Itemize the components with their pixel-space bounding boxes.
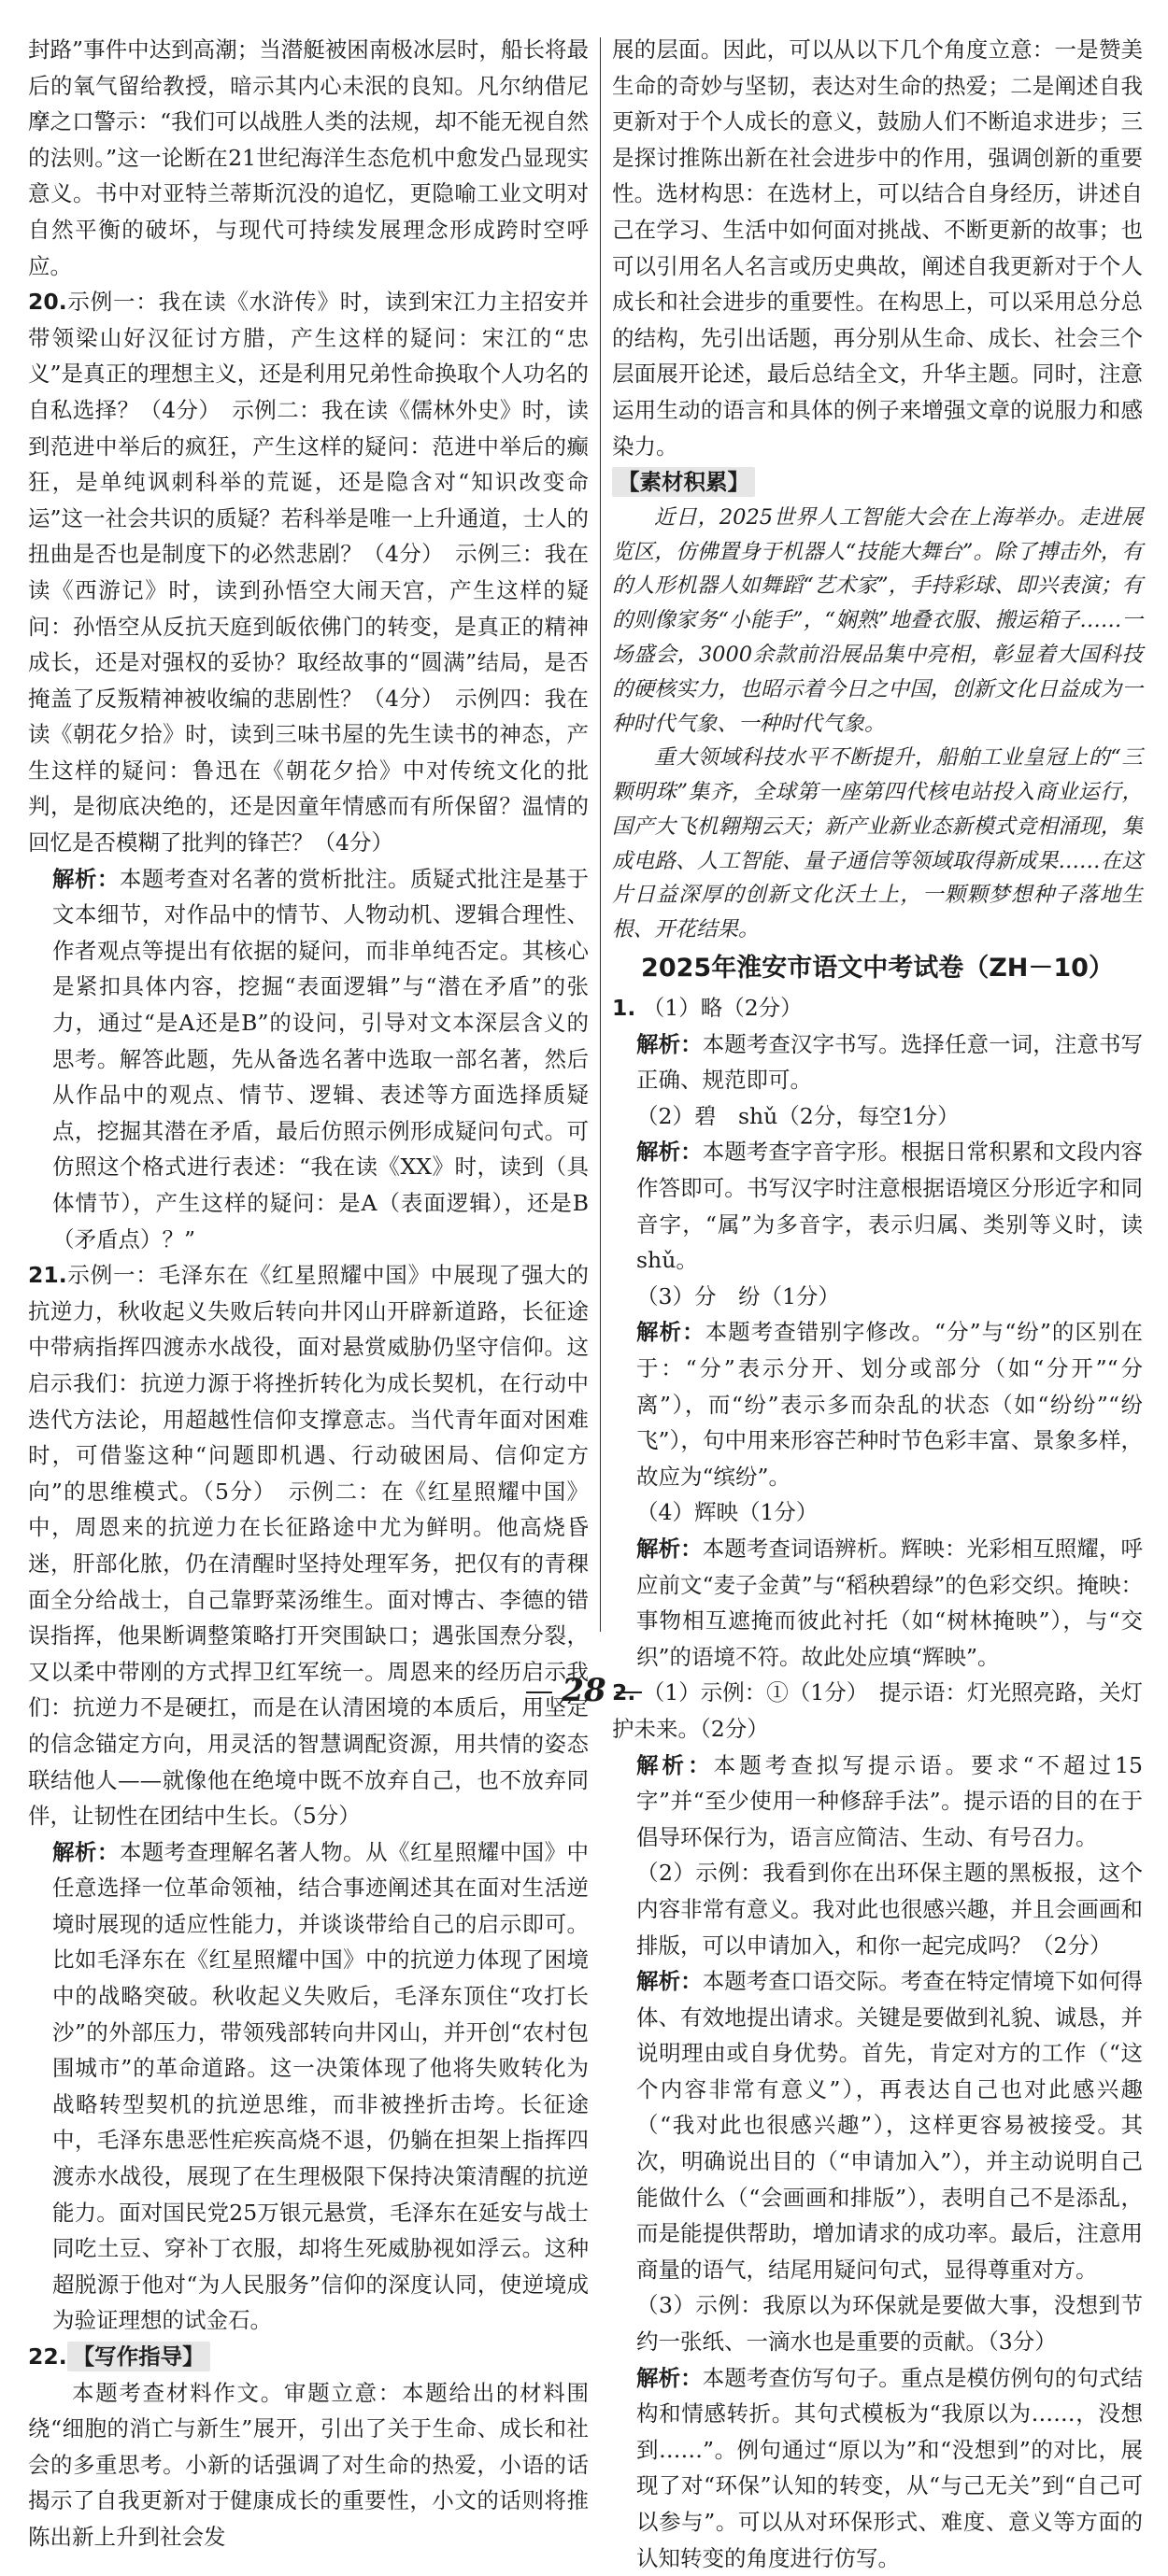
writing-guide-tag: 【写作指导】 [67,2342,210,2371]
analysis-2-2 [612,1963,1143,2287]
material-paragraph-2: 重大领域科技水平不断提升，船舶工业皇冠上的“三颗明珠”集齐，全球第一座第四代核电站投入商业运行，国产大飞机翱翔云天；新产业新业态新模式竞相涌现，集成电路、人工智能、量子通信等领域取得新成果……在这片日益深厚的创新文化沃土上，一颗颗梦想种子落地生根、开花结果。 [612,745,1143,942]
writing-guide-text: 本题考查材料作文。审题立意：本题给出的材料围绕“细胞的消亡与新生”展开，引出了关于生命、成长和社会的多重思考。小新的话强调了对生命的热爱，小语的话揭示了自我更新对于健康成长的重要性，小文的话则将推陈出新上升到社会发 [28,2379,589,2550]
question-20 [28,284,589,861]
question-1-1 [612,990,1143,1026]
question-22 [28,2339,589,2375]
analysis-text: 本题考查汉字书写。选择任意一词，注意书写正确、规范即可。 [636,1030,1144,1094]
question-number: 2. [612,1679,636,1706]
question-number: 22. [28,2343,67,2370]
analysis-label: 解析： [636,1030,703,1057]
analysis-text: 本题考查口语交际。考查在特定情境下如何得体、有效地提出请求。关键是要做到礼貌、诚恳，并说明理由或自身优势。首先，肯定对方的工作（“这个内容非常有意义”），再表达自己也对此感兴趣（“我对此也很感兴趣”），这样更容易被接受。其次，明确说出目的（“申请加入”），并主动说明自己能做什么（“会画画和排版”），表明自己不是添乱，而是能提供帮助，增加请求的成功率。最后，注意用商量的语气，结尾用疑问句式，显得尊重对方。 [636,1968,1144,2283]
essay-continuation: 封路”事件中达到高潮；当潜艇被困南极冰层时，船长将最后的氧气留给教授，暗示其内心未泯的良知。凡尔纳借尼摩之口警示：“我们可以战胜人类的法规，却不能无视自然的法则。”这一论断在21世纪海洋生态危机中愈发凸显现实意义。书中对亚特兰蒂斯沉没的追忆，更隐喻工业文明对自然平衡的破坏，与现代可持续发展理念形成跨时空呼应。 [28,36,589,279]
analysis-text: 本题考查对名著的赏析批注。质疑式批注是基于文本细节，对作品中的情节、人物动机、逻辑合理性、作者观点等提出有依据的疑问，而非单纯否定。其核心是紧扣具体内容，挖掘“表面逻辑”与“潜在矛盾”的张力，通过“是A还是B”的设问，引导对文本深层含义的思考。解答此题，先从备选名著中选取一部名著，然后从作品中的观点、情节、逻辑、表述等方面选择质疑点，挖掘其潜在矛盾，最后仿照示例形成疑问句式。可仿照这个格式进行表述：“我在读《XX》时，读到（具体情节），产生这样的疑问：是A（表面逻辑），还是B（矛盾点）？” [52,865,590,1253]
material-paragraph-1: 近日，2025世界人工智能大会在上海举办。走进展览区，仿佛置身于机器人“技能大舞台”。除了搏击外，有的人形机器人如舞蹈“艺术家”，手持彩球、即兴表演；有的则像家务“小能手”，“娴熟”地叠衣服、搬运箱子……一场盛会，3000余款前沿展品集中亮相，彰显着大国科技的硬核实力，也昭示着今日之中国，创新文化日益成为一种时代气象、一种时代气象。 [612,504,1143,736]
footer-dash-left [526,1691,552,1693]
analysis-1-2 [612,1134,1143,1278]
analysis-label: 解析： [52,1838,120,1865]
answer-text: 示例一：我在读《水浒传》时，读到宋江力主招安并带领梁山好汉征讨方腊，产生这样的疑问：宋江的“忠义”是真正的理想主义，还是利用兄弟性命换取个人功名的自私选择？（4分） 示例二：我在读《儒林外史》时，读到范进中举后的疯狂，产生这样的疑问：范进中举后的癫狂，是单纯讽刺科举的荒诞，还是隐含对“知识改变命运”这一社会共识的质疑？若科举是唯一上升通道，士人的扭曲是否也是制度下的必然悲剧？（4分） 示例三：我在读《西游记》时，读到孙悟空大闹天宫，产生这样的疑问：孙悟空从反抗天庭到皈依佛门的转变，是真正的精神成长，还是对强权的妥协？取经故事的“圆满”结局，是否掩盖了反叛精神被收编的悲剧性？（4分） 示例四：我在读《朝花夕拾》时，读到三味书屋的先生读书的神态，产生这样的疑问：鲁迅在《朝花夕拾》中对传统文化的批判，是彻底决绝的，还是因童年情感而有所保留？温情的回忆是否模糊了批判的锋芒？（4分） [28,289,589,856]
right-column [612,32,1144,2571]
analysis-text: 本题考查字音字形。根据日常积累和文段内容作答即可。书写汉字时注意根据语境区分形近字和同音字，“属”为多音字，表示归属、类别等义时，读shǔ。 [636,1139,1144,1274]
question-2-3: （3）示例：我原以为环保就是要做大事，没想到节约一张纸、一滴水也是重要的贡献。（3分） [636,2292,1143,2356]
answer-text: （1）略（2分） [642,995,803,1022]
analysis-text: 本题考查词语辨析。辉映：光彩相互照耀，呼应前文“麦子金黄”与“稻秧碧绿”的色彩交织。掩映：事物相互遮掩而彼此衬托（如“树林掩映”），与“交织”的语境不符。故此处应填“辉映”。 [636,1535,1144,1670]
analysis-1-1 [612,1026,1143,1098]
analysis-label: 解析： [636,1139,703,1166]
writing-guide-continuation: 展的层面。因此，可以从以下几个角度立意：一是赞美生命的奇妙与坚韧，表达对生命的热爱；二是阐述自我更新对于个人成长的意义，鼓励人们不断追求进步；三是探讨推陈出新在社会进步中的作用，强调创新的重要性。选材构思：在选材上，可以结合自身经历，讲述自己在学习、生活中如何面对挑战、不断更新的故事；也可以引用名人名言或历史典故，阐述自我更新对于个人成长和社会进步的重要性。在构思上，可以采用总分总的结构，先引出话题，再分别从生命、成长、社会三个层面展开论述，最后总结全文，升华主题。同时，注意运用生动的语言和具体的例子来增强文章的说服力和感染力。 [612,36,1143,460]
question-21 [28,1257,589,1834]
analysis-label: 解析： [636,1751,714,1778]
footer-dash-right [616,1691,642,1693]
analysis-text: 本题考查仿写句子。重点是模仿例句的句式结构和情感转折。其句式模板为“我原以为……，没想到……”。例句通过“原以为”和“没想到”的对比，展现了对“环保”认知的转变，从“与己无关”到“自己可以参与”。可以从对环保形式、难度、意义等方面的认知转变的角度进行仿写。 [636,2364,1144,2571]
analysis-text: 本题考查错别字修改。“分”与“纷”的区别在于：“分”表示分开、划分或部分（如“分开”“分离”），而“纷”表示多而杂乱的状态（如“纷纷”“纷飞”），句中用来形容芒种时节色彩丰富、景象多样，故应为“缤纷”。 [636,1319,1143,1490]
question-2-2: （2）示例：我看到你在出环保主题的黑板报，这个内容非常有意义。我对此也很感兴趣，并且会画画和排版，可以申请加入，和你一起完成吗？（2分） [636,1860,1143,1959]
answer-text: （1）示例：①（1分） 提示语：灯光照亮路，关灯护未来。（2分） [612,1679,1143,1742]
exam-section-title: 2025年淮安市语文中考试卷（ZH－10） [641,954,1114,984]
analysis-label: 解析： [636,1319,705,1346]
column-divider [600,37,601,1632]
analysis-label: 解析： [636,1968,703,1995]
page-footer [0,1672,1168,1709]
analysis-label: 解析： [52,865,120,892]
question-1-3: （3）分 纷（1分） [636,1282,840,1309]
analysis-text: 本题考查拟写提示语。要求“不超过15字”并“至少使用一种修辞手法”。提示语的目的在于倡导环保行为，语言应简洁、生动、有号召力。 [636,1751,1143,1850]
question-1-2: （2）碧 shǔ（2分，每空1分） [636,1102,960,1129]
analysis-2-1 [612,1748,1143,1856]
answer-text: 示例一：毛泽东在《红星照耀中国》中展现了强大的抗逆力，秋收起义失败后转向井冈山开辟新道路，长征途中带病指挥四渡赤水战役，面对悬赏威胁仍坚守信仰。这启示我们：抗逆力源于将挫折转化为成长契机，在行动中迭代方法论，用超越性信仰支撑意志。当代青年面对困难时，可借鉴这种“问题即机遇、行动破困局、信仰定方向”的思维模式。（5分） 示例二：在《红星照耀中国》中，周恩来的抗逆力在长征路途中尤为鲜明。他高烧昏迷，肝部化脓，仍在清醒时坚持处理军务，把仅有的青稞面全分给战士，自己靠野菜汤维生。面对博古、李德的错误指挥，他果断调整策略打开突围缺口；遇张国焘分裂，又以柔中带刚的方式捍卫红军统一。周恩来的经历启示我们：抗逆力不是硬扛，而是在认清困境的本质后，用坚定的信念锚定方向，用灵活的智慧调配资源，用共情的姿态联结他人——就像他在绝境中既不放弃自己，也不放弃同伴，让韧性在团结中生长。（5分） [28,1262,589,1830]
material-header [612,464,1143,501]
material-tag: 【素材积累】 [612,467,755,497]
analysis-21 [28,1834,589,2339]
analysis-label: 解析： [636,1535,703,1562]
analysis-1-4 [612,1531,1143,1675]
question-1-4: （4）辉映（1分） [636,1499,819,1526]
question-number: 1. [612,995,636,1022]
question-number: 21. [28,1262,67,1289]
analysis-2-3 [612,2360,1143,2576]
analysis-20 [28,861,589,1258]
analysis-label: 解析： [636,2364,703,2391]
page-number: 28 [562,1672,606,1709]
analysis-text: 本题考查理解名著人物。从《红星照耀中国》中任意选择一位革命领袖，结合事迹阐述其在面对生活逆境时展现的适应性能力，并谈谈带给自己的启示即可。比如毛泽东在《红星照耀中国》中的抗逆力体现了困境中的战略突破。秋收起义失败后，毛泽东顶住“攻打长沙”的外部压力，带领残部转向井冈山，并开创“农村包围城市”的革命道路。这一决策体现了他将失败转化为战略转型契机的抗逆思维，而非被挫折击垮。长征途中，毛泽东患恶性疟疾高烧不退，仍躺在担架上指挥四渡赤水战役，展现了在生理极限下保持决策清醒的抗逆能力。面对国民党25万银元悬赏，毛泽东在延安与战士同吃土豆、穿补丁衣服，却将生死威胁视如浮云。这种超脱源于他对“为人民服务”信仰的深度认同，使逆境成为验证理想的试金石。 [52,1838,590,2334]
question-number: 20. [28,289,67,316]
analysis-1-3 [612,1314,1143,1494]
